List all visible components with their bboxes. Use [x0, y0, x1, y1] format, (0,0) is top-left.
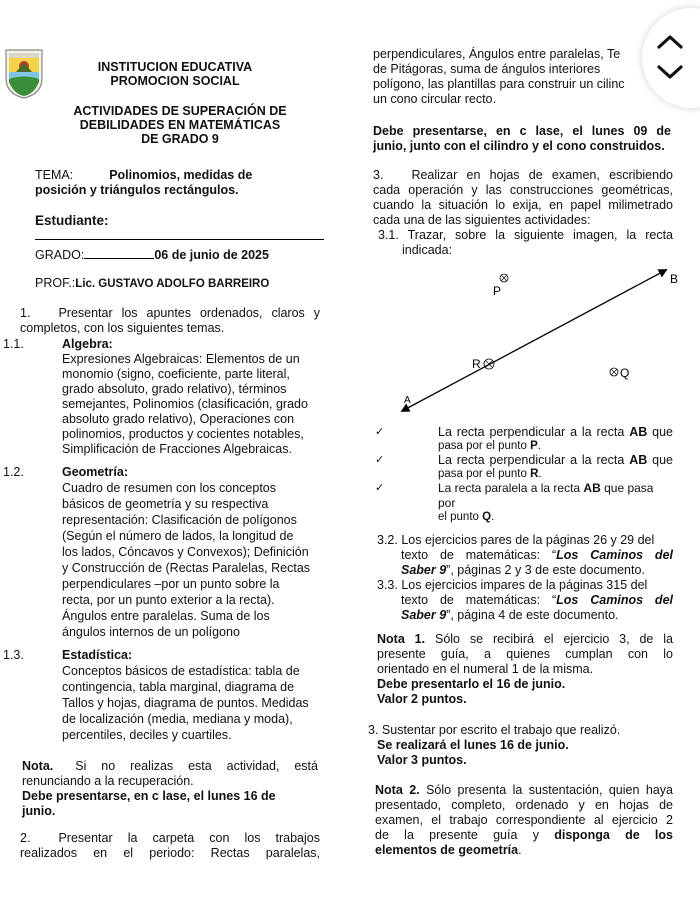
sustentation-value: Valor 3 puntos.: [377, 753, 467, 767]
item-1-2: [3, 465, 333, 640]
item-3-2-number: 3.2.: [377, 533, 398, 547]
note-1-line-3: orientado en el numeral 1 de la misma.: [377, 662, 594, 676]
point-q-marker: [610, 368, 618, 376]
item-1-2-line: los lados, Cóncavos y Convexos); Definición: [62, 545, 309, 559]
label-p: P: [493, 284, 502, 298]
topic-label: TEMA:: [35, 168, 74, 182]
item-1-1-line: grado absoluto, grado relativo), términos: [62, 382, 287, 396]
section-2-line-2: realizados en el periodo: Rectas paralelas,: [20, 846, 320, 860]
note-2-label: Nota 2.: [375, 783, 420, 797]
item-1-1-line: polinomios, productos y cocientes notables,: [62, 427, 304, 441]
note-2-line-3: examen, el trabajo correspondiente al ejercicio 2: [375, 813, 673, 827]
note-1-value: Valor 2 puntos.: [377, 692, 467, 706]
book-title: Los Caminos del: [556, 593, 673, 607]
note-2-line-4: de la presente guía y: [375, 828, 555, 842]
check-item: [375, 425, 673, 453]
note-2-block: [375, 783, 673, 858]
sustentation-number: 3.: [368, 723, 379, 737]
note-1-label: Nota 1.: [377, 632, 426, 646]
label-a: A: [404, 395, 411, 406]
note-label: Nota.: [22, 759, 54, 773]
check-item: [375, 481, 673, 524]
note-2-line-5: .: [518, 843, 522, 857]
item-1-2-line: básicos de geometría y su respectiva: [62, 497, 269, 511]
item-1-3-line: contingencia, tabla marginal, diagrama de: [62, 680, 295, 694]
title-line-1: ACTIVIDADES DE SUPERACIÓN DE: [73, 104, 287, 118]
section-3: [373, 168, 673, 228]
item-3-1-number: 3.1.: [378, 228, 399, 242]
item-1-1-line: Expresiones Algebraicas: Elementos de un: [62, 352, 300, 366]
item-1-3-line: Tallos y hojas, diagrama de puntos. Medidas: [62, 696, 309, 710]
item-1-3-title: Estadística:: [62, 648, 133, 662]
item-1-3-line: de localización (media, mediana y moda),: [62, 712, 293, 726]
section-2-line-1: Presentar la carpeta con los trabajos: [58, 831, 320, 845]
teacher-name: Lic. GUSTAVO ADOLFO BARREIRO: [75, 278, 270, 290]
check-bold: R: [530, 468, 539, 480]
section-1-number: 1.: [20, 306, 31, 320]
institution-line-1: INSTITUCION EDUCATIVA: [97, 60, 253, 74]
document-date: 06 de junio de 2025: [154, 248, 269, 262]
checkmark-icon: ✓: [375, 482, 385, 494]
note-2-line-4-bold: disponga de los: [554, 828, 673, 842]
item-3-3-text: ”, página 4 de este documento.: [446, 608, 619, 622]
item-1-2-line: Ángulos entre paralelas. Suma de los: [62, 609, 270, 623]
school-crest-logo: [4, 48, 44, 100]
sustentation-line-1: Sustentar por escrito el trabajo que realizó.: [381, 723, 621, 737]
item-1-2-line: ángulos internos de un polígono: [62, 625, 240, 639]
checkmark-icon: ✓: [375, 454, 385, 466]
item-1-2-line: perpendiculares –por un punto sobre la: [62, 577, 280, 591]
item-1-1-line: monomio (signo, coeficiente, parte literal,: [62, 367, 290, 381]
book-title: Saber 9: [401, 608, 447, 622]
task-checklist: [375, 425, 673, 524]
note-text-1: Si no realizas esta actividad, está: [75, 759, 318, 773]
section-2: [20, 831, 320, 861]
note-2-line-2: presentado, completo, ordenado y en hojas de: [375, 798, 673, 812]
check-text: La recta paralela a la recta: [438, 481, 584, 495]
item-1-3-number: 1.3.: [3, 648, 24, 662]
check-text: La recta perpendicular a la recta: [438, 453, 630, 467]
check-text: pasa por el punto: [438, 440, 531, 452]
item-3-3-line-1: Los ejercicios impares de la páginas 315 del: [401, 578, 648, 592]
sustentation-block: [368, 723, 668, 768]
section-1: [20, 306, 320, 336]
teacher-label: PROF.:: [35, 276, 76, 290]
section-2-cont-4: un cono circular recto.: [373, 92, 496, 106]
title-line-2: DEBILIDADES EN MATEMÁTICAS: [79, 118, 281, 132]
section-2-continued: [373, 47, 673, 107]
point-r-marker: [484, 359, 494, 369]
note-2-line-5-bold: elementos de geometría: [375, 843, 519, 857]
check-text: que: [647, 425, 673, 439]
section-2-deadline: [373, 124, 671, 154]
item-3-1-line-1: Trazar, sobre la siguiente imagen, la recta: [407, 228, 673, 242]
student-name-field[interactable]: [35, 239, 324, 240]
chevron-down-icon[interactable]: [656, 64, 684, 80]
item-3-2-text: texto de matemáticas: “: [401, 548, 557, 562]
section-1-intro-1: Presentar los apuntes ordenados, claros y: [58, 306, 320, 320]
section-2-cont-3: polígono, las plantillas para construir un cilinc: [373, 77, 625, 91]
item-1-2-line: recta, por un punto exterior a la recta).: [62, 593, 275, 607]
grade-label: GRADO:: [35, 248, 85, 262]
item-3-3: [377, 578, 673, 623]
item-1-2-line: y Construcción de (Rectas Paralelas, Rectas: [62, 561, 311, 575]
check-bold: AB: [629, 453, 648, 467]
section-2-cont-2: de Pitágoras, suma de ángulos interiores: [373, 62, 601, 76]
note-block: [22, 759, 318, 819]
teacher-row: [35, 276, 269, 292]
label-q: Q: [620, 366, 630, 380]
grade-date-row: [35, 246, 335, 263]
line-ab: [402, 270, 666, 411]
item-1-2-title: Geometría:: [62, 465, 128, 479]
grade-field[interactable]: [84, 246, 154, 259]
section-2-cont-1: perpendiculares, Ángulos entre paralelas, Te: [373, 47, 621, 61]
section-3-intro-3: cuando la situación lo exija, en papel milimetrado: [373, 198, 673, 212]
check-text: que pasa por: [438, 481, 654, 510]
section-3-number: 3.: [373, 168, 384, 182]
item-1-2-line: representación: Clasificación de polígonos: [62, 513, 297, 527]
note-1-block: [377, 632, 673, 707]
check-bold: P: [530, 440, 538, 452]
item-1-3-line: Conceptos básicos de estadística: tabla de: [62, 664, 300, 678]
item-1-1-line: absoluto grado relativo), Operaciones con: [62, 412, 295, 426]
check-bold: AB: [583, 481, 601, 495]
item-3-2-text: ”, páginas 2 y 3 de este documento.: [446, 563, 645, 577]
item-1-2-line: (Según el número de lados, la longitud de: [62, 529, 294, 543]
check-text: .: [537, 440, 541, 452]
check-bold: Q: [482, 511, 492, 523]
note-2-line-1: Sólo presenta la sustentación, quien haya: [426, 783, 673, 797]
topic-block: [35, 168, 335, 198]
institution-name: [70, 60, 280, 88]
label-b: B: [670, 272, 679, 286]
point-p-marker: [500, 274, 508, 282]
book-title: Los Caminos del: [556, 548, 673, 562]
item-1-1-title: Algebra:: [62, 337, 113, 351]
document-title: [60, 104, 300, 146]
item-1-2-number: 1.2.: [3, 465, 24, 479]
item-3-1: [378, 228, 673, 258]
item-1-1-line: Simplificación de Fracciones Algebraicas.: [62, 442, 292, 456]
note-deadline-2: junio.: [22, 804, 56, 818]
note-1-deadline: Debe presentarlo el 16 de junio.: [377, 677, 566, 691]
label-r: R: [472, 357, 481, 371]
item-3-2-line-1: Los ejercicios pares de la páginas 26 y 29 del: [401, 533, 655, 547]
item-1-3-line: percentiles, deciles y cuartiles.: [62, 728, 232, 742]
section-2-number: 2.: [20, 831, 31, 845]
geometry-figure: [370, 265, 700, 415]
item-3-3-text: texto de matemáticas: “: [401, 593, 557, 607]
check-text: .: [538, 468, 542, 480]
section-3-intro-2: cada operación y las construcciones geométricas,: [373, 183, 673, 197]
item-3-2: [377, 533, 673, 578]
item-1-1-line: semejantes, Polinomios (clasificación, grado: [62, 397, 308, 411]
item-1-3: [3, 648, 333, 743]
section-3-intro-1: Realizar en hojas de examen, escribiendo: [411, 168, 673, 182]
section-2-deadline-1: Debe presentarse, en c lase, el lunes 09 de: [373, 124, 671, 138]
check-text: pasa por el punto: [438, 468, 531, 480]
item-3-3-number: 3.3.: [377, 578, 398, 592]
book-title: Saber 9: [401, 563, 447, 577]
note-deadline-1: Debe presentarse, en c lase, el lunes 16 de: [22, 789, 276, 803]
item-1-2-line: Cuadro de resumen con los conceptos: [62, 481, 277, 495]
item-1-1-number: 1.1.: [3, 337, 24, 351]
check-text: el punto: [438, 511, 483, 523]
title-line-3: DE GRADO 9: [141, 132, 219, 146]
note-1-line-1: Sólo se recibirá el ejercicio 3, de la: [434, 632, 673, 646]
student-label: Estudiante:: [35, 213, 109, 228]
item-3-1-line-2: indicada:: [402, 243, 453, 257]
section-3-intro-4: cada una de las siguientes actividades:: [373, 213, 591, 227]
note-text-2: renunciando a la recuperación.: [22, 774, 194, 788]
institution-line-2: PROMOCION SOCIAL: [110, 74, 240, 88]
sustentation-deadline: Se realizará el lunes 16 de junio.: [377, 738, 569, 752]
check-text: que: [647, 453, 673, 467]
checkmark-icon: ✓: [375, 426, 385, 438]
topic-value-line-2: posición y triángulos rectángulos.: [35, 183, 239, 197]
item-1-1: [3, 337, 333, 457]
check-text: .: [491, 511, 495, 523]
check-item: [375, 453, 673, 481]
topic-value-line-1: Polinomios, medidas de: [109, 168, 253, 182]
section-1-intro-2: completos, con los siguientes temas.: [20, 321, 225, 335]
chevron-up-icon[interactable]: [656, 34, 684, 50]
check-bold: AB: [629, 425, 648, 439]
section-2-deadline-2: junio, junto con el cilindro y el cono construidos.: [373, 139, 665, 153]
note-1-line-2: presente guía, a quienes cumplan con lo: [377, 647, 673, 661]
check-text: La recta perpendicular a la recta: [438, 425, 630, 439]
